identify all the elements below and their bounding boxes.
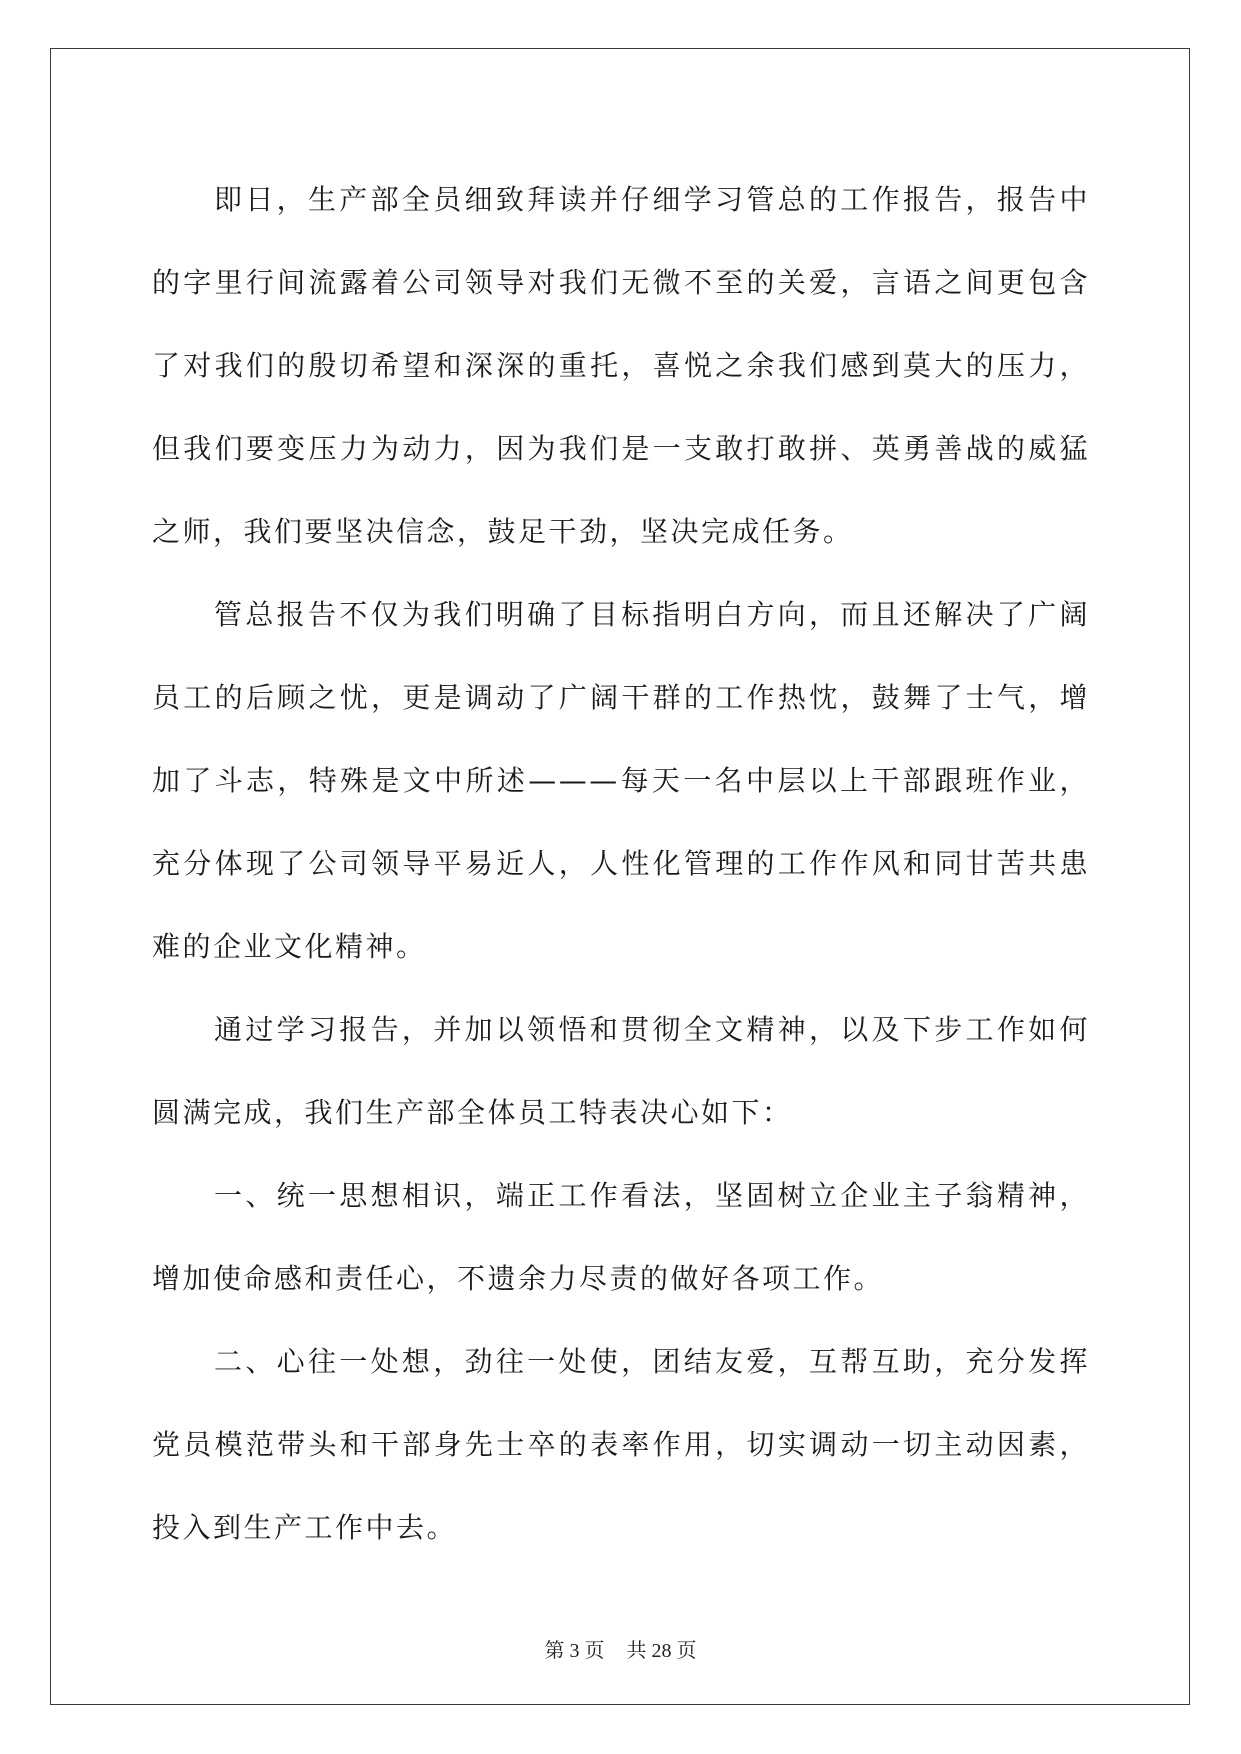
paragraph-4: 一、统一思想相识，端正工作看法，坚固树立企业主子翁精神，增加使命感和责任心，不遗余力尽责的做好各项工作。	[152, 1179, 1090, 1295]
paragraph-2: 管总报告不仅为我们明确了目标指明白方向，而且还解决了广阔员工的后顾之忧，更是调动了广阔干群的工作热忱，鼓舞了士气，增加了斗志，特殊是文中所述———每天一名中层以上干部跟班作业，充分体现了公司领导平易近人，人性化管理的工作作风和同甘苦共患难的企业文化精神。	[152, 598, 1090, 963]
total-pages: 共 28 页	[626, 1640, 697, 1662]
document-body	[152, 158, 1090, 1569]
page-number: 第 3 页	[544, 1640, 605, 1662]
paragraph-5: 二、心往一处想，劲往一处使，团结友爱，互帮互助，充分发挥党员模范带头和干部身先士卒的表率作用，切实调动一切主动因素，投入到生产工作中去。	[152, 1345, 1090, 1544]
paragraph-3: 通过学习报告，并加以领悟和贯彻全文精神，以及下步工作如何圆满完成，我们生产部全体员工特表决心如下：	[152, 1013, 1090, 1129]
page-footer	[0, 1634, 1241, 1663]
paragraph-1: 即日，生产部全员细致拜读并仔细学习管总的工作报告，报告中的字里行间流露着公司领导对我们无微不至的关爱，言语之间更包含了对我们的殷切希望和深深的重托，喜悦之余我们感到莫大的压力，但我们要变压力为动力，因为我们是一支敢打敢拼、英勇善战的威猛之师，我们要坚决信念，鼓足干劲，坚决完成任务。	[152, 183, 1090, 548]
